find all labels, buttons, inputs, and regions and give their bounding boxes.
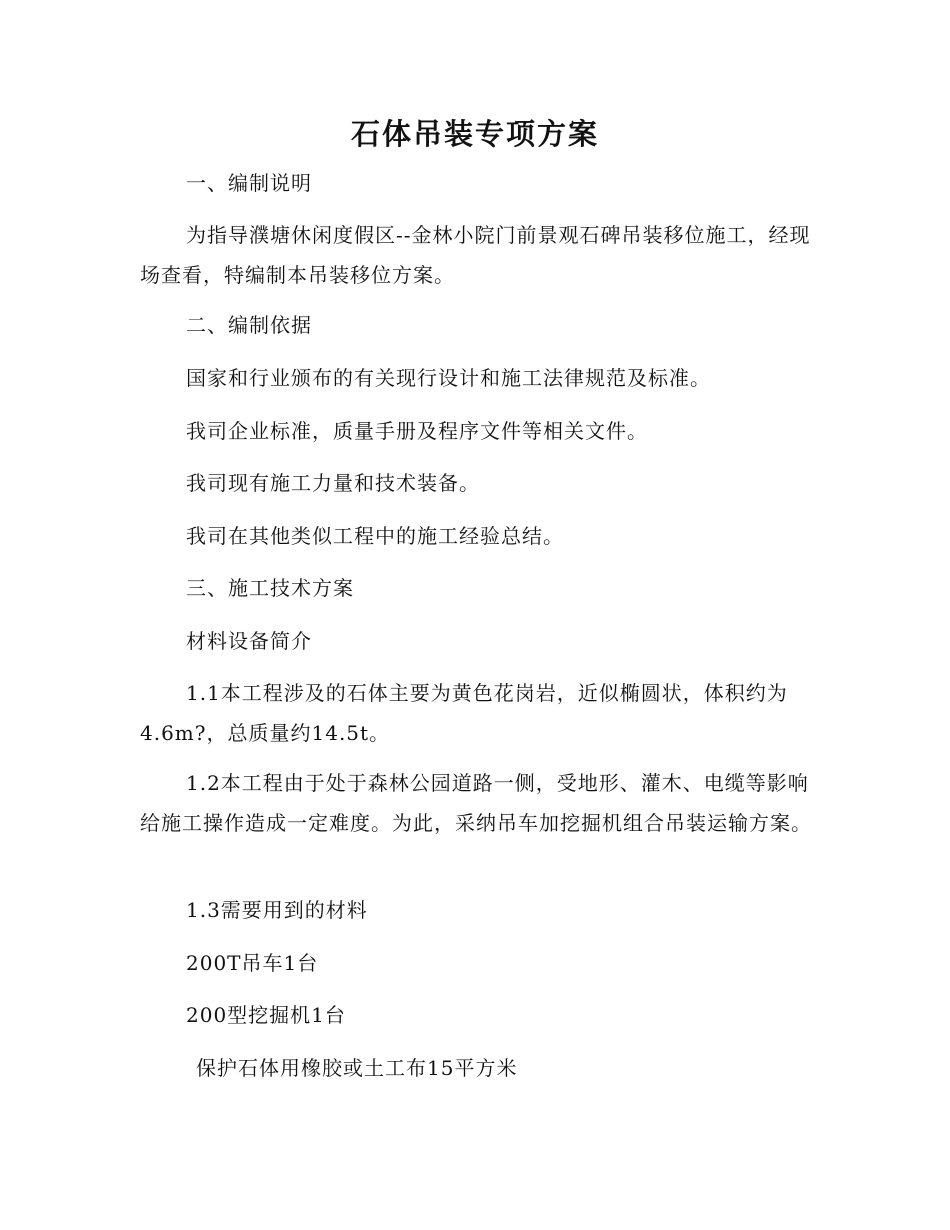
paragraph-1-1: 1.1本工程涉及的石体主要为黄色花岗岩，近似椭圆状，体积约为4.6m?，总质量约14.5t。 — [140, 681, 788, 745]
basis-item-3: 我司现有施工力量和技术装备。 — [186, 471, 480, 495]
paragraph-1-2: 1.2本工程由于处于森林公园道路一侧，受地形、灌木、电缆等影响给施工操作造成一定难度。为此，采纳吊车加挖掘机组合吊装运输方案。 — [140, 771, 812, 835]
subsection-heading: 材料设备简介 — [186, 629, 312, 653]
basis-item-1: 国家和行业颁布的有关现行设计和施工法律规范及标准。 — [186, 366, 711, 390]
material-item-crane: 200T吊车1台 — [186, 951, 319, 975]
basis-item-2: 我司企业标准，质量手册及程序文件等相关文件。 — [186, 419, 648, 443]
material-item-excavator: 200型挖掘机1台 — [186, 1003, 346, 1027]
section-heading-3: 三、施工技术方案 — [186, 576, 354, 600]
basis-item-4: 我司在其他类似工程中的施工经验总结。 — [186, 524, 564, 548]
section-heading-1: 一、编制说明 — [186, 171, 312, 195]
document-title: 石体吊装专项方案 — [350, 117, 599, 151]
section-heading-2: 二、编制依据 — [186, 313, 312, 337]
paragraph-1-3: 1.3需要用到的材料 — [186, 898, 368, 922]
material-item-cloth: 保护石体用橡胶或土工布15平方米 — [196, 1056, 518, 1080]
paragraph-purpose: 为指导濮塘休闲度假区--金林小院门前景观石碑吊装移位施工，经现场查看，特编制本吊装移位方案。 — [140, 223, 811, 287]
